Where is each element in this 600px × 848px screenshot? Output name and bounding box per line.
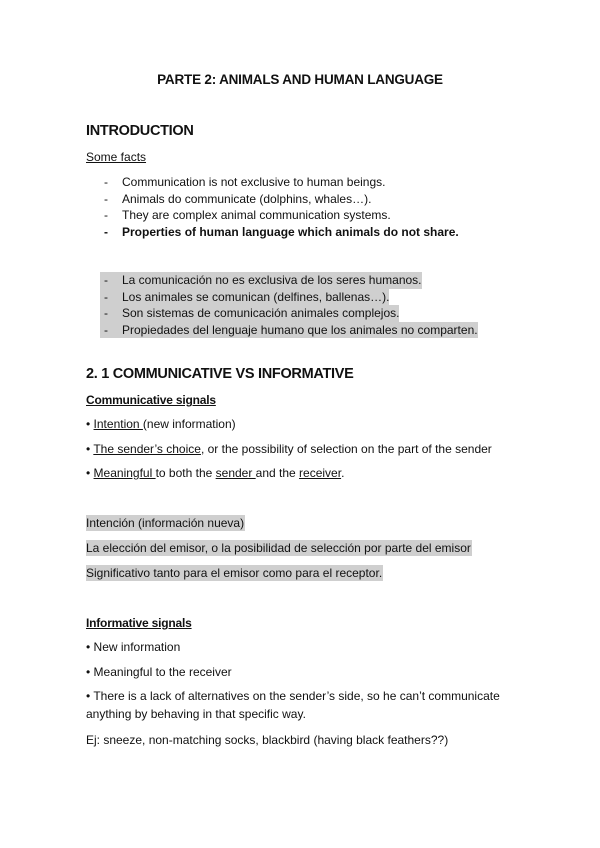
some-facts-subheading: Some facts (86, 150, 147, 164)
communicative-item-intention: • Intention (new information) (86, 417, 236, 431)
list-item: - Animals do communicate (dolphins, whales…). (104, 191, 372, 206)
informative-item-3-continued: anything by behaving in that specific way. (86, 707, 306, 721)
informative-example: Ej: sneeze, non-matching socks, blackbird (having black feathers??) (86, 733, 449, 747)
informative-item-1: • New information (86, 640, 181, 654)
communicative-signals-label: Communicative signals (86, 393, 216, 407)
facts-list-spanish (100, 272, 478, 338)
facts-list (104, 174, 459, 240)
list-item: - Communication is not exclusive to human beings. (104, 175, 386, 189)
informative-item-2: • Meaningful to the receiver (86, 665, 232, 679)
list-item: - Properties of human language which animals do not share. (104, 224, 459, 239)
page-title: PARTE 2: ANIMALS AND HUMAN LANGUAGE (157, 72, 443, 87)
list-item: - They are complex animal communication systems. (104, 208, 391, 222)
list-item: - Son sistemas de comunicación animales complejos. (100, 305, 478, 322)
list-item: - Propiedades del lenguaje humano que los animales no comparten. (100, 322, 478, 339)
communicative-es-3: Significativo tanto para el emisor como para el receptor. (86, 566, 383, 580)
introduction-heading: INTRODUCTION (86, 123, 194, 139)
communicative-item-choice: • The sender’s choice, or the possibility of selection on the part of the sender (86, 442, 492, 456)
communicative-es-2: La elección del emisor, o la posibilidad de selección por parte del emisor (86, 541, 471, 555)
section-2-1-heading: 2. 1 COMMUNICATIVE VS INFORMATIVE (86, 366, 354, 382)
list-item: - La comunicación no es exclusiva de los seres humanos. (100, 272, 478, 289)
communicative-item-meaningful: • Meaningful to both the sender and the receiver. (86, 466, 345, 480)
communicative-es-1: Intención (información nueva) (86, 516, 245, 530)
informative-item-3: • There is a lack of alternatives on the sender’s side, so he can’t communicate (86, 689, 500, 703)
informative-signals-label: Informative signals (86, 616, 192, 630)
list-item: - Los animales se comunican (delfines, ballenas…). (100, 289, 478, 306)
